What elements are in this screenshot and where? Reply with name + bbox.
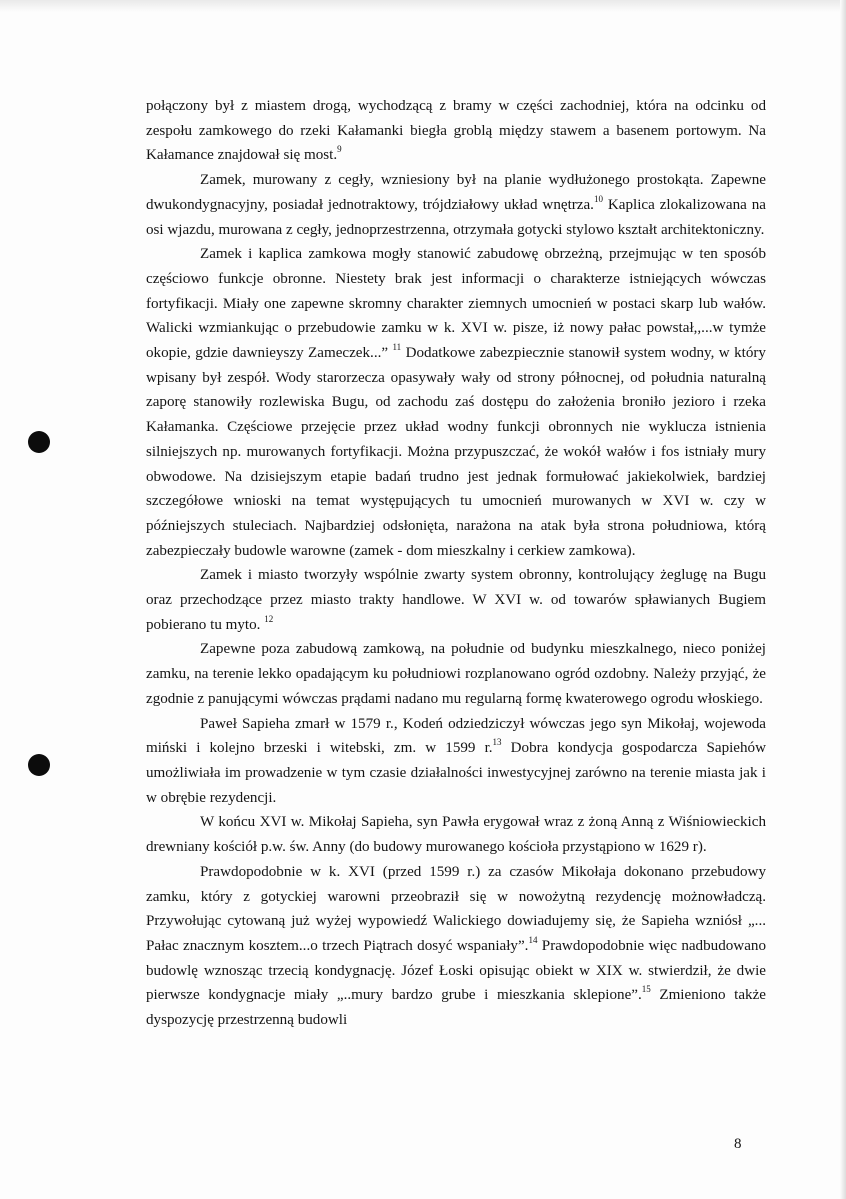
footnote-ref-9: 9 bbox=[337, 144, 342, 155]
paragraph-3-text-2: Dodatkowe zabezpiecznie stanowił system wodny, w który wpisany był zespół. Wody starorzecza opasywały wały od strony północnej, od południa naturalną zaporę stanowiły rozlewiska Bugu, od zachodu zaś dostępu do założenia broniło jezioro i rzeka Kałamanka. Częściowe przejęcie przez układ wodny funkcji obronnych nie wyklucza istnienia silniejszych np. murowanych fortyfikacji. Można przypuszczać, że wokół wałów i fos istniały mury obwodowe. Na dzisiejszym etapie badań trudno jest jednak formułować jakiekolwiek, bardziej szczegółowe wnioski na temat występujących tu umocnień murowanych w XVI w. czy w późniejszych stuleciach. Najbardziej odsłonięta, narażona na atak była strona południowa, którą zabezpieczały budowle warowne (zamek - dom mieszkalny i cerkiew zamkowa). bbox=[146, 345, 766, 559]
paragraph-7 bbox=[146, 810, 766, 859]
page-number: 8 bbox=[734, 1136, 742, 1152]
paragraph-2-text-1: Zamek, murowany z cegły, wzniesiony był na planie wydłużonego prostokąta. Zapewne dwukondygnacyjny, posiadał jednotraktowy, trójdziałowy układ wnętrza. bbox=[146, 172, 766, 213]
footnote-ref-11: 11 bbox=[392, 342, 402, 352]
footnote-ref-13: 13 bbox=[492, 737, 502, 748]
punch-hole-lower bbox=[28, 754, 50, 776]
paragraph-8-text-3: Zmieniono także dyspozycję przestrzenną budowli bbox=[146, 987, 767, 1029]
body-text bbox=[146, 94, 766, 1033]
footnote-ref-10: 10 bbox=[593, 193, 603, 204]
footnote-ref-15: 15 bbox=[641, 984, 651, 995]
scan-edge-top bbox=[0, 0, 846, 12]
footnote-ref-12: 12 bbox=[264, 613, 274, 624]
paragraph-5 bbox=[146, 637, 766, 711]
punch-hole-upper bbox=[28, 431, 50, 453]
paragraph-6-text-1: Paweł Sapieha zmarł w 1579 r., Kodeń odziedziczył wówczas jego syn Mikołaj, wojewoda miński i kolejno brzeski i witebski, zm. w 1599 r. bbox=[146, 715, 766, 757]
paragraph-4-text-1: Zamek i miasto tworzyły wspólnie zwarty system obronny, kontrolujący żeglugę na Bugu oraz przechodzące przez miasto trakty handlowe. W XVI w. od towarów spławianych Bugiem pobierano tu myto. bbox=[146, 567, 766, 633]
paragraph-3-text-1: Zamek i kaplica zamkowa mogły stanowić zabudowę obrzeżną, przejmując w ten sposób częściowo funkcje obronne. Niestety brak jest informacji o charakterze istniejących wówczas fortyfikacji. Miały one zapewne skromny charakter ziemnych umocnień w postaci skarp lub wałów. Walicki wzmiankując o przebudowie zamku w k. XVI w. pisze, iż nowy pałac powstał,,...w tymże okopie, gdzie dawnieyszy Zameczek...” bbox=[146, 246, 766, 362]
paragraph-8-text-2: Prawdopodobnie więc nadbudowano budowlę wznosząc trzecią kondygnację. Józef Łoski opisując obiekt w XIX w. stwierdził, że dwie pierwsze kondygnacje miały „..mury bardzo grube i mieszkania sklepione”. bbox=[146, 937, 766, 1004]
paragraph-6 bbox=[146, 712, 766, 811]
paragraph-5-text-1: Zapewne poza zabudową zamkową, na południe od budynku mieszkalnego, nieco poniżej zamku, na terenie lekko opadającym ku południowi rozplanowano ogród ozdobny. Należy przyjąć, że zgodnie z panującymi wówczas prądami nadano mu regularną formę kwaterowego ogrodu włoskiego. bbox=[146, 641, 766, 707]
paragraph-3 bbox=[146, 242, 766, 563]
paragraph-2 bbox=[146, 168, 766, 242]
paragraph-6-text-2: Dobra kondycja gospodarcza Sapiehów umożliwiała im prowadzenie w tym czasie działalności inwestycyjnej zarówno na terenie miasta jak i w obrębie rezydencji. bbox=[146, 740, 766, 806]
scan-edge-right bbox=[840, 0, 846, 1199]
paragraph-4 bbox=[146, 563, 766, 637]
paragraph-7-text-1: W końcu XVI w. Mikołaj Sapieha, syn Pawła erygował wraz z żoną Anną z Wiśniowieckich drewniany kościół p.w. św. Anny (do budowy murowanego kościoła przystąpiono w 1629 r). bbox=[146, 814, 766, 856]
paragraph-8-text-1: Prawdopodobnie w k. XVI (przed 1599 r.) za czasów Mikołaja dokonano przebudowy zamku, który z gotyckiej warowni przeobraził się w nowożytną rezydencję możnowładczą. Przywołując cytowaną już wyżej wypowiedź Walickiego dowiadujemy się, że Sapieha wzniósł „... Pałac znacznym kosztem...o trzech Piątrach dosyć wspaniały”. bbox=[146, 863, 766, 954]
paragraph-1-text-1: połączony był z miastem drogą, wychodzącą z bramy w części zachodniej, która na odcinku od zespołu zamkowego do rzeki Kałamanki biegła groblą między stawem a basenem portowym. Na Kałamance znajdował się most. bbox=[146, 98, 766, 164]
paragraph-1 bbox=[146, 94, 766, 168]
paragraph-2-text-2: Kaplica zlokalizowana na osi wjazdu, murowana z cegły, jednoprzestrzenna, otrzymała gotycki stylowo kształt architektoniczny. bbox=[146, 196, 766, 238]
paragraph-8 bbox=[146, 860, 766, 1033]
footnote-ref-14: 14 bbox=[528, 934, 538, 945]
